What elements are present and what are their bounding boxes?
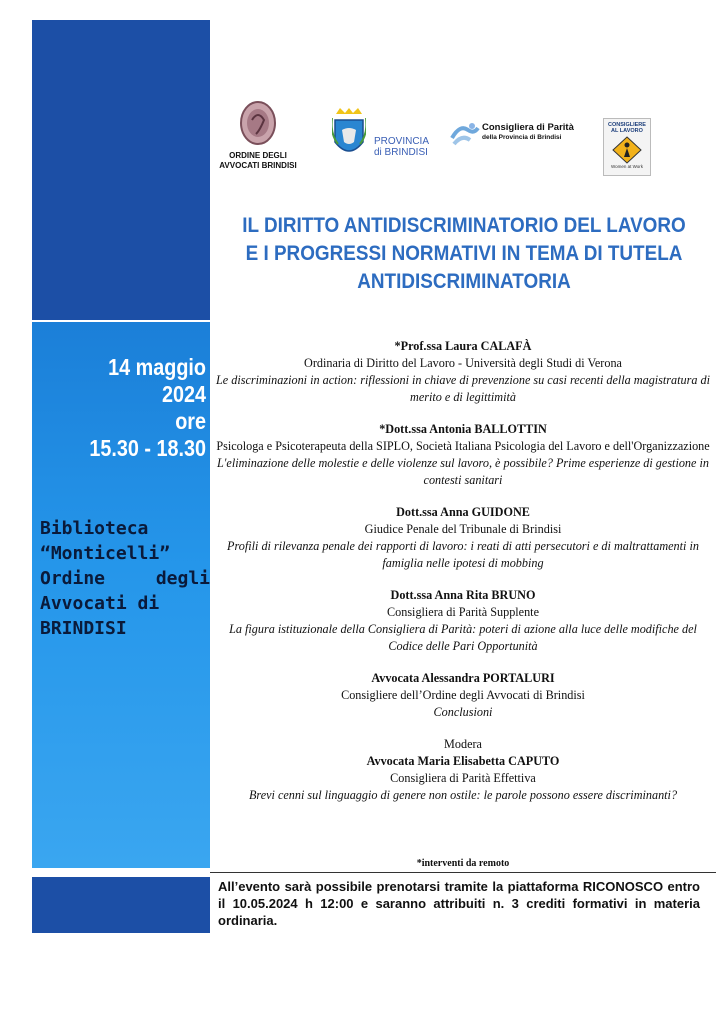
speaker-role: Giudice Penale del Tribunale di Brindisi	[364, 522, 562, 536]
logo-text: AL LAVORO	[611, 128, 643, 134]
title-line: E I PROGRESSI NORMATIVI IN TEMA DI TUTELA	[245, 242, 683, 265]
speaker-role: Consigliera di Parità Supplente	[387, 605, 539, 619]
speaker-name: *Prof.ssa Laura CALAFÀ	[394, 339, 532, 353]
speaker-name: Dott.ssa Anna GUIDONE	[396, 505, 530, 519]
title-line: ANTIDISCRIMINATORIA	[357, 270, 571, 293]
moderator-role: Consigliera di Parità Effettiva	[390, 771, 536, 785]
speakers-list	[212, 338, 714, 819]
title-line: IL DIRITTO ANTIDISCRIMINATORIO DEL LAVORO	[242, 214, 686, 237]
venue-line: Avvocati di	[40, 593, 160, 614]
ordine-avvocati-logo	[210, 100, 306, 171]
registration-notice: All’evento sarà possibile prenotarsi tramite la piattaforma RICONOSCO entro il 10.05.2024 h 12:00 e saranno attribuiti n. 3 crediti formativi in materia ordinaria.	[218, 879, 700, 928]
speaker-topic: Conclusioni	[433, 705, 493, 719]
moderator-label: Modera	[444, 737, 482, 751]
moderator-topic: Brevi cenni sul linguaggio di genere non ostile: le parole possono essere discriminanti?	[248, 788, 678, 802]
speaker-topic: Profili di rilevanza penale dei rapporti di lavoro: i reati di atti persecutori e di maltrattamenti in famiglia nelle ipotesi di mobbing	[227, 539, 699, 570]
provincia-logo	[332, 108, 432, 168]
speaker-entry	[212, 421, 714, 489]
speaker-role: Consigliere dell’Ordine degli Avvocati di Brindisi	[341, 688, 585, 702]
ordine-avvocati-name: ORDINE DEGLI AVVOCATI BRINDISI	[219, 151, 297, 170]
speaker-name: Dott.ssa Anna Rita BRUNO	[390, 588, 536, 602]
speaker-name: *Dott.ssa Antonia BALLOTTIN	[379, 422, 547, 436]
seal-icon	[238, 100, 278, 146]
bottom-blue-panel	[32, 877, 210, 933]
venue-line: Biblioteca	[40, 518, 149, 539]
consigliera-parita-name	[482, 122, 582, 142]
consigliera-parita-logo	[450, 118, 580, 152]
speaker-topic: La figura istituzionale della Consigliera di Parità: poteri di azione alla luce delle modifiche del Codice delle Pari Opportunità	[229, 622, 697, 653]
venue-word: Ordine	[40, 568, 106, 589]
event-date-time	[63, 354, 206, 462]
event-venue	[40, 516, 210, 641]
consigliera-title: Consigliera di Parità	[482, 122, 574, 133]
logo-text: CONSIGLIERE	[608, 122, 646, 128]
provincia-name	[374, 136, 429, 158]
speaker-entry	[212, 587, 714, 655]
divider	[210, 872, 716, 873]
coat-of-arms-icon	[332, 108, 366, 164]
speaker-entry	[212, 670, 714, 721]
provincia-text: di BRINDISI	[374, 147, 428, 158]
logo-subtext: Women at Work	[610, 164, 644, 169]
speaker-role: Psicologa e Psicoterapeuta della SIPLO, Società Italiana Psicologia del Lavoro e dell'Organizzazione	[216, 439, 710, 453]
venue-line: “Monticelli”	[40, 543, 171, 564]
event-date-day: 14 maggio	[108, 354, 206, 380]
provincia-text: PROVINCIA	[374, 136, 430, 147]
logo-row	[210, 100, 717, 180]
woman-worker-sign-icon	[612, 136, 642, 164]
event-date-year: 2024	[161, 381, 206, 407]
speaker-topic: L'eliminazione delle molestie e delle violenze sul lavoro, è possibile? Prime esperienze di gestione in contesti sanitari	[217, 456, 709, 487]
venue-line: BRINDISI	[40, 618, 127, 639]
speaker-entry	[212, 504, 714, 572]
top-blue-panel	[32, 20, 210, 320]
hands-icon	[450, 120, 480, 148]
consigliera-subtitle: della Provincia di Brindisi	[482, 134, 562, 141]
moderator-entry	[212, 736, 714, 804]
venue-word: degli	[155, 568, 210, 589]
speaker-topic: Le discriminazioni in action: riflessioni in chiave di prevenzione su casi recenti della magistratura di merito e di legittimità	[216, 373, 710, 404]
event-time-label: ore	[175, 408, 206, 434]
remote-note: *interventi da remoto	[416, 858, 510, 869]
speaker-name: Avvocata Alessandra PORTALURI	[371, 671, 555, 685]
moderator-name: Avvocata Maria Elisabetta CAPUTO	[366, 754, 560, 768]
event-title	[239, 212, 689, 296]
event-time: 15.30 - 18.30	[89, 435, 206, 461]
speaker-entry	[212, 338, 714, 406]
venue-line	[40, 566, 210, 591]
speaker-role: Ordinaria di Diritto del Lavoro - Università degli Studi di Verona	[304, 356, 622, 370]
consigliere-al-lavoro-logo	[603, 118, 651, 176]
